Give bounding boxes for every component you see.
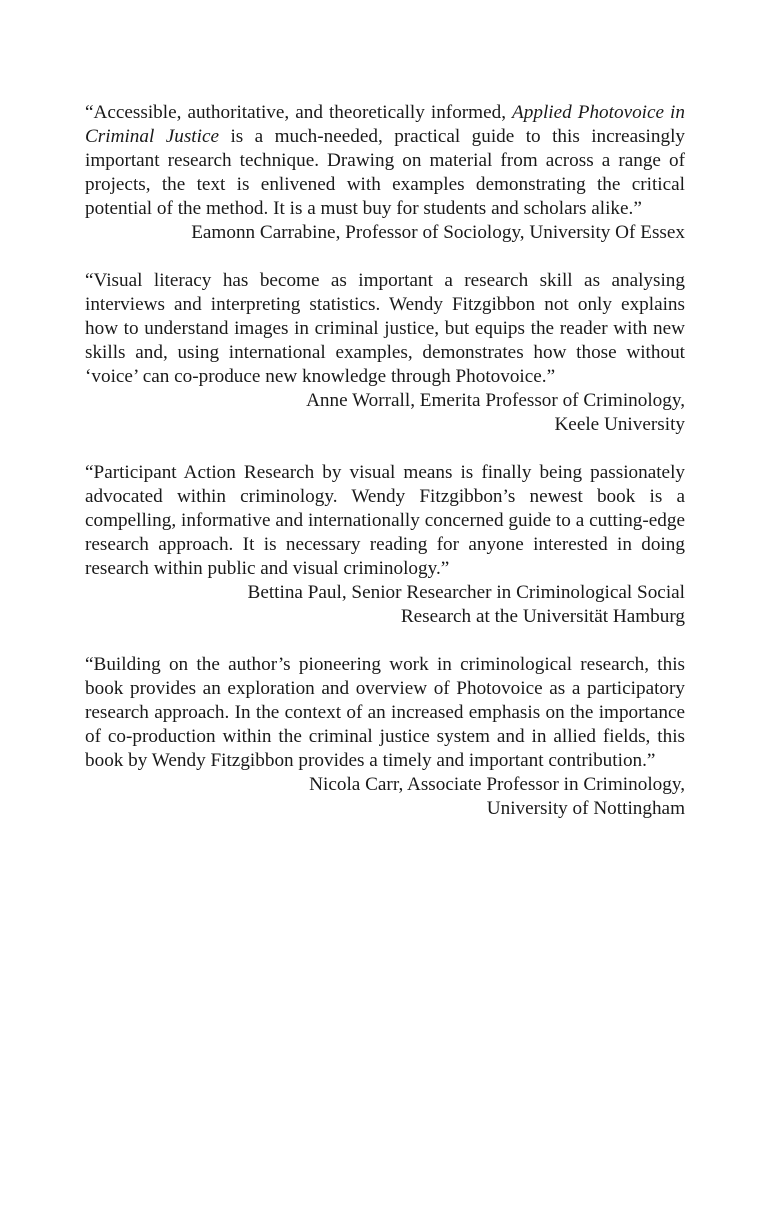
- attribution-line: Nicola Carr, Associate Professor in Criminology,: [309, 774, 685, 795]
- endorsement-attribution: [85, 221, 685, 245]
- endorsement-attribution: [85, 389, 685, 437]
- endorsement-quote: “Building on the author’s pioneering work in criminological research, this book provides an exploration and overview of Photovoice as a participatory research approach. In the context of an increased emphasis on the importance of co-production within the criminal justice system and in allied fields, this book by Wendy Fitzgibbon provides a timely and important contribution.”: [85, 654, 685, 771]
- quote-text-end: is a much-needed, practical guide to this increasingly important research technique. Drawing on material from across a range of projects, the text is enlivened with examples demonstrating the critical potential of the method. It is a must buy for students and scholars alike.”: [85, 126, 685, 219]
- endorsement-attribution: [85, 773, 685, 821]
- attribution-line: University of Nottingham: [486, 798, 685, 819]
- endorsement-attribution: [85, 581, 685, 629]
- attribution-line: Keele University: [554, 414, 685, 435]
- endorsement-carr: [85, 653, 685, 821]
- endorsement-carrabine: [85, 101, 685, 245]
- endorsement-quote: [85, 101, 685, 221]
- attribution-line: Bettina Paul, Senior Researcher in Criminological Social: [247, 582, 685, 603]
- endorsements-page: [85, 101, 685, 845]
- endorsement-quote: “Visual literacy has become as important a research skill as analysing interviews and interpreting statistics. Wendy Fitzgibbon not only explains how to understand images in criminal justice, but equips the reader with new skills and, using international examples, demonstrates how those without ‘voice’ can co-produce new knowledge through Photovoice.”: [85, 270, 685, 387]
- attribution-line: Eamonn Carrabine, Professor of Sociology, University Of Essex: [191, 222, 685, 243]
- attribution-line: Research at the Universität Hamburg: [400, 606, 685, 627]
- endorsement-paul: [85, 461, 685, 629]
- endorsement-worrall: [85, 269, 685, 437]
- attribution-line: Anne Worrall, Emerita Professor of Criminology,: [306, 390, 685, 411]
- quote-text-start: “Accessible, authoritative, and theoretically informed,: [85, 102, 513, 123]
- book-title: Applied Photovoice in Criminal Justice: [85, 102, 685, 147]
- endorsement-quote: “Participant Action Research by visual means is finally being passionately advocated within criminology. Wendy Fitzgibbon’s newest book is a compelling, informative and internationally concerned guide to a cutting-edge research approach. It is necessary reading for anyone interested in doing research within public and visual criminology.”: [85, 462, 685, 579]
